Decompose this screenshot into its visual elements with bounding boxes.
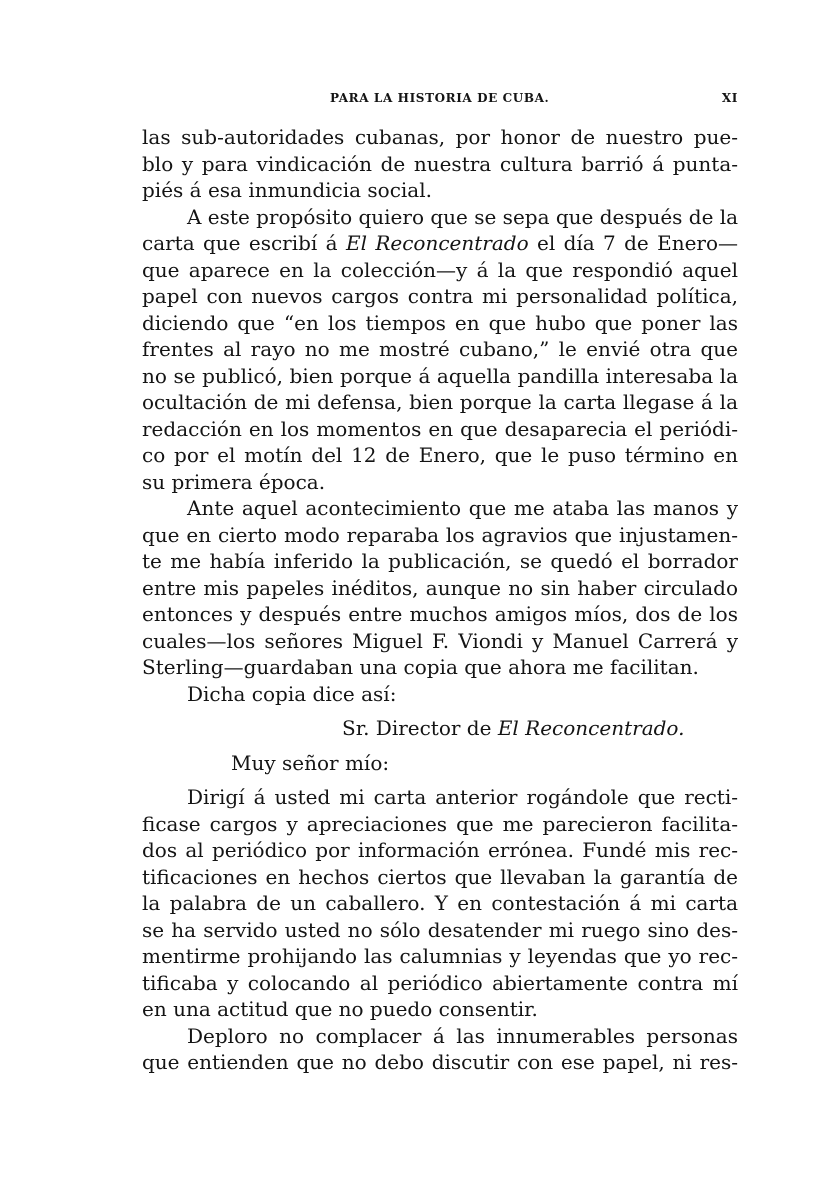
text-segment: el día 7 de Enero— (536, 231, 738, 255)
running-head (142, 91, 738, 111)
text-line: A este propósito quiero que se sepa que después de la (187, 204, 738, 229)
text-line: Dirigí á usted mi carta anterior rogándole que recti- (187, 785, 738, 809)
newspaper-title: El Reconcentrado. (497, 716, 685, 740)
paragraph-5 (142, 784, 738, 1023)
text-line: dos al periódico por información errónea. Fundé mis rec- (142, 838, 738, 862)
text-line: entre mis papeles inéditos, aunque no sin haber circulado (142, 575, 738, 600)
text-line: tificaba y colocando al periódico abiertamente contra mí (142, 970, 738, 995)
paragraph-3 (142, 495, 738, 681)
text-line: las sub-autoridades cubanas, por honor de nuestro pue- (142, 125, 738, 149)
text-line: Sterling—guardaban una copia que ahora me facilitan. (142, 655, 699, 679)
letter-greeting (142, 750, 738, 777)
text-line: ficase cargos y apreciaciones que me parecieron facilita- (142, 811, 738, 836)
text-line: que entienden que no debo discutir con ese papel, ni res- (142, 1050, 738, 1074)
running-title: PARA LA HISTORIA DE CUBA. (330, 91, 550, 105)
text-line: Muy señor mío: (231, 750, 390, 775)
text-line: Dicha copia dice así: (187, 681, 397, 706)
paragraph-4 (142, 681, 738, 708)
text-line: su primera época. (142, 469, 326, 494)
text-line: piés á esa inmundicia social. (142, 178, 432, 202)
text-line: co por el motín del 12 de Enero, que le puso término en (142, 443, 738, 467)
text-line: entonces y después entre muchos amigos míos, dos de los (142, 602, 738, 626)
text-line: se ha servido usted no sólo desatender mi ruego sino des- (142, 917, 738, 942)
text-line: frentes al rayo no me mostré cubano,” le envié otra que (142, 337, 738, 361)
text-line: mentirme prohijando las calumnias y leyendas que yo rec- (142, 944, 738, 968)
address-prefix: Sr. Director de (342, 716, 492, 740)
text-line: papel con nuevos cargos contra mi personalidad política, (142, 284, 738, 308)
text-line: blo y para vindicación de nuestra cultura barrió á punta- (142, 151, 738, 176)
text-line: redacción en los momentos en que desaparecia el periódi- (142, 416, 738, 441)
text-line: te me había inferido la publicación, se quedó el borrador (142, 549, 738, 573)
text-line: que en cierto modo reparaba los agravios que injustamen- (142, 522, 738, 547)
text-line: Deploro no complacer á las innumerables personas (187, 1023, 738, 1048)
paragraph-6 (142, 1023, 738, 1076)
text-line: que aparece en la colección—y á la que respondió aquel (142, 257, 738, 282)
text-line: no se publicó, bien porque á aquella pandilla interesaba la (142, 363, 738, 388)
text-line: diciendo que “en los tiempos en que hubo que poner las (142, 310, 738, 335)
text-segment: carta que escribí á (142, 231, 338, 255)
page-number: XI (721, 91, 738, 105)
paragraph-1 (142, 124, 738, 204)
text-line (142, 715, 738, 742)
text-line: cuales—los señores Miguel F. Viondi y Manuel Carrerá y (142, 628, 738, 653)
text-line: Ante aquel acontecimiento que me ataba las manos y (187, 496, 738, 520)
body-text (142, 124, 738, 1076)
text-line: tificaciones en hechos ciertos que llevaban la garantía de (142, 864, 738, 889)
letter-address (142, 715, 738, 742)
paragraph-2 (142, 204, 738, 496)
text-line: ocultación de mi defensa, bien porque la carta llegase á la (142, 390, 738, 414)
text-line: en una actitud que no puedo consentir. (142, 997, 538, 1021)
text-line: la palabra de un caballero. Y en contestación á mi carta (142, 891, 738, 915)
text-line (142, 230, 738, 257)
newspaper-title: El Reconcentrado (345, 231, 529, 255)
